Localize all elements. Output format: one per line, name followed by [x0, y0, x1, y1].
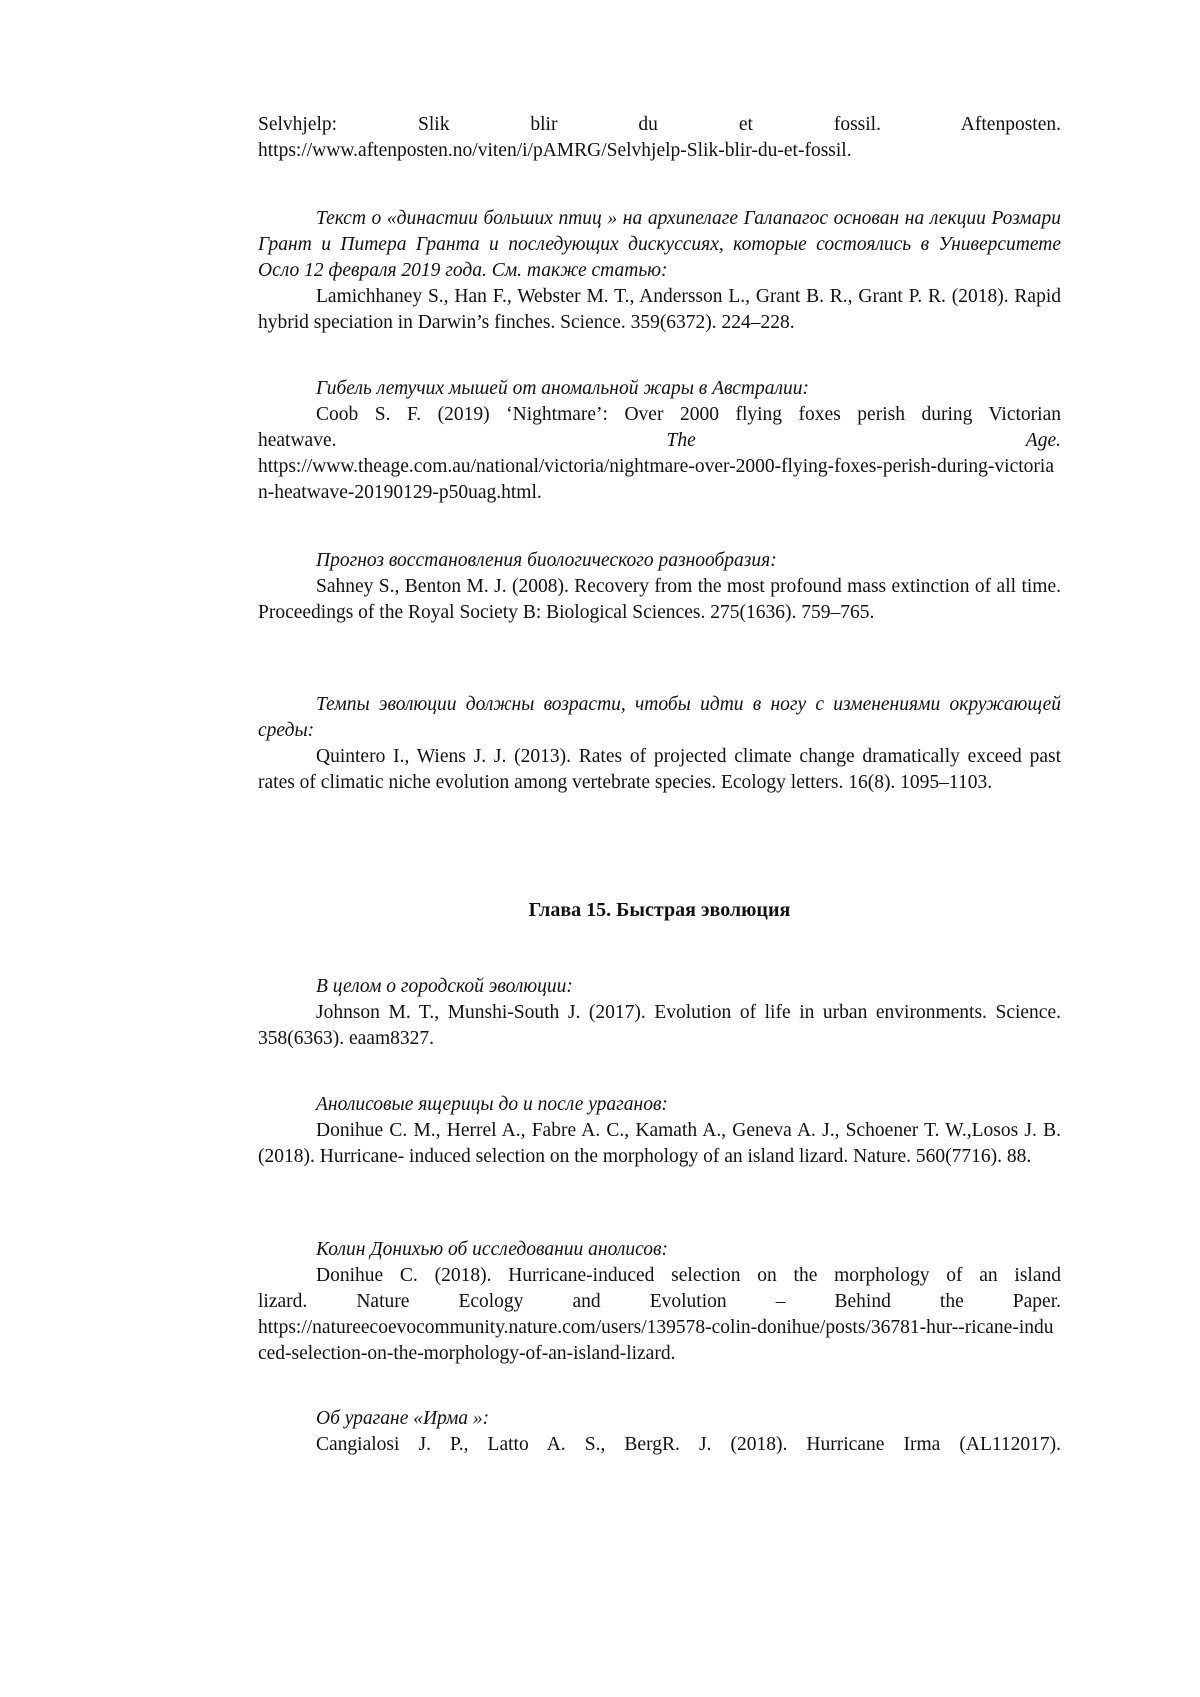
reference-block-biodiversity: [258, 548, 1061, 626]
chapter-heading: Глава 15. Быстрая эволюция: [528, 899, 791, 921]
section-note: Гибель летучих мышей от аномальной жары в Австралии:: [316, 378, 809, 399]
section-note: Анолисовые ящерицы до и после ураганов:: [316, 1094, 668, 1115]
reference-journal: The Age.: [666, 430, 1061, 451]
reference-text-line: lizard. Nature Ecology and Evolution – Behind the Paper.: [258, 1291, 1061, 1312]
reference-block-darwin-finches: [258, 206, 1061, 336]
reference-url: https://natureecoevocommunity.nature.com/users/139578-colin-donihue/posts/36781-hur--ricane-induced-selection-on-the-morphology-of-an-island-lizard.: [258, 1317, 1054, 1364]
reference-fragment: heatwave.: [258, 430, 337, 451]
reference-text: Donihue C. (2018). Hurricane-induced selection on the morphology of an island: [316, 1265, 1061, 1286]
reference-block-donihue-interview: [258, 1237, 1061, 1367]
reference-text: Donihue C. M., Herrel A., Fabre A. C., Kamath A., Geneva A. J., Schoener T. W.,Losos J. B. (2018). Hurricane- induced selection on the morphology of an island lizard. Nature. 560(7716). 88.: [258, 1120, 1061, 1167]
section-note: Текст о «династии больших птиц » на архипелаге Галапагос основан на лекции Розмари Грант и Питера Гранта и последующих дискуссиях, которые состоялись в Университете Осло 12 февраля 2019 года. См. также статью:: [258, 208, 1061, 281]
section-note: Об урагане «Ирма »:: [316, 1408, 490, 1429]
reference-text: Selvhjelp: Slik blir du et fossil. Aftenposten.: [258, 114, 1061, 135]
section-note: Колин Донихью об исследовании анолисов:: [316, 1239, 668, 1260]
reference-block-urban-evolution: [258, 974, 1061, 1052]
reference-block-flying-foxes: [258, 376, 1061, 506]
section-note: Темпы эволюции должны возрасти, чтобы идти в ногу с изменениями окружающей среды:: [258, 694, 1061, 741]
reference-url: https://www.theage.com.au/national/victoria/nightmare-over-2000-flying-foxes-perish-during-victorian-heatwave-20190129-p50uag.html.: [258, 456, 1054, 503]
reference-block-fossil: [258, 112, 1061, 164]
reference-text: Johnson M. T., Munshi-South J. (2017). Evolution of life in urban environments. Science. 358(6363). eaam8327.: [258, 1002, 1061, 1049]
reference-url: https://www.aftenposten.no/viten/i/pAMRG/Selvhjelp-Slik-blir-du-et-fossil.: [258, 140, 852, 161]
reference-text-line: [258, 428, 1061, 454]
reference-text: Sahney S., Benton M. J. (2008). Recovery from the most profound mass extinction of all time. Proceedings of the Royal Society B: Biological Sciences. 275(1636). 759–765.: [258, 576, 1061, 623]
reference-text: Quintero I., Wiens J. J. (2013). Rates of projected climate change dramatically exceed past rates of climatic niche evolution among vertebrate species. Ecology letters. 16(8). 1095–1103.: [258, 746, 1061, 793]
reference-text: Coob S. F. (2019) ‘Nightmare’: Over 2000 flying foxes perish during Victorian: [316, 404, 1061, 425]
reference-block-anolis-lizards: [258, 1092, 1061, 1170]
reference-text: Cangialosi J. P., Latto A. S., BergR. J. (2018). Hurricane Irma (AL112017).: [316, 1434, 1061, 1455]
reference-block-evolution-rates: [258, 692, 1061, 796]
section-note: В целом о городской эволюции:: [316, 976, 573, 997]
reference-text: Lamichhaney S., Han F., Webster M. T., Andersson L., Grant B. R., Grant P. R. (2018). Rapid hybrid speciation in Darwin’s finches. Science. 359(6372). 224–228.: [258, 286, 1061, 333]
reference-block-hurricane-irma: [258, 1406, 1061, 1458]
section-note: Прогноз восстановления биологического разнообразия:: [316, 550, 777, 571]
